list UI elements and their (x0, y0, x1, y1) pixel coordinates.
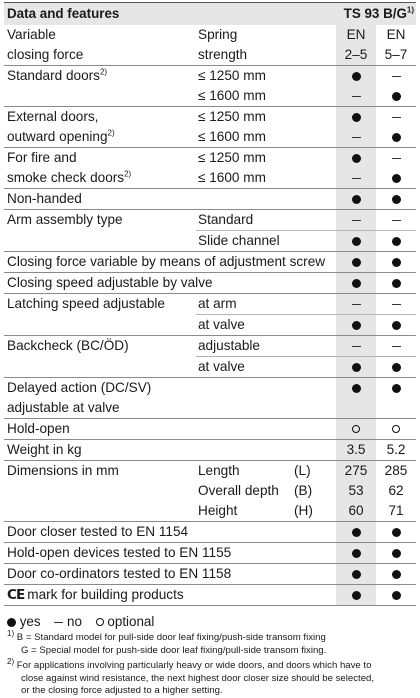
data-sheet (4, 0, 416, 698)
value-en-2-5 (336, 336, 376, 357)
value-en-5-7 (376, 210, 416, 231)
row-sub-label: Length (196, 461, 292, 482)
filled-circle-icon (352, 321, 361, 330)
table-row (4, 210, 416, 231)
value-en-5-7 (376, 564, 416, 585)
row-label (4, 501, 196, 522)
column-head-label-2: closing force (4, 45, 196, 66)
value-en-2-5 (336, 585, 376, 606)
table-title: Data and features (4, 3, 336, 26)
value-en-5-7 (376, 419, 416, 440)
dash-icon (392, 117, 401, 118)
row-sub-label (196, 419, 292, 440)
dash-icon (392, 304, 401, 305)
value-en-2-5: 60 (336, 501, 376, 522)
legend-optional: optional (96, 614, 155, 629)
table-row (4, 522, 416, 543)
row-unit (292, 168, 336, 189)
value-en-5-7 (376, 252, 416, 273)
row-sub-label: Slide channel (196, 231, 292, 252)
row-sub-label: ≤ 1250 mm (196, 66, 292, 87)
filled-circle-icon (392, 237, 401, 246)
row-unit: (L) (292, 461, 336, 482)
value-en-5-7 (376, 66, 416, 87)
table-header (4, 3, 416, 26)
row-label (4, 481, 196, 501)
value-en-2-5 (336, 210, 376, 231)
filled-circle-icon (352, 195, 361, 204)
features-table (4, 2, 416, 606)
row-sub-label: ≤ 1250 mm (196, 148, 292, 169)
value-en-2-5 (336, 315, 376, 336)
filled-circle-icon (392, 384, 401, 393)
row-sub-label: adjustable (196, 336, 292, 357)
row-unit (292, 357, 336, 378)
row-label (4, 357, 196, 378)
table-row (4, 564, 416, 585)
row-label: adjustable at valve (4, 398, 196, 419)
row-unit (292, 336, 336, 357)
value-en-2-5 (336, 231, 376, 252)
filled-circle-icon (7, 618, 16, 627)
row-label: smoke check doors$^{2)}$ (4, 168, 196, 189)
value-en-2-5 (336, 294, 376, 315)
row-label: External doors, (4, 107, 196, 128)
row-label: Hold-open devices tested to EN 1155 (4, 543, 336, 564)
value-en-2-5 (336, 168, 376, 189)
value-en-2-5 (336, 189, 376, 210)
filled-circle-icon (352, 237, 361, 246)
row-unit (292, 107, 336, 128)
filled-circle-icon (392, 363, 401, 372)
column-head-range-low: 2–5 (336, 45, 376, 66)
row-sub-label: Standard (196, 210, 292, 231)
table-row (4, 273, 416, 294)
filled-circle-icon (352, 384, 361, 393)
value-en-5-7 (376, 543, 416, 564)
filled-circle-icon (392, 92, 401, 101)
table-row (4, 543, 416, 564)
value-en-5-7 (376, 168, 416, 189)
table-row (4, 501, 416, 522)
filled-circle-icon (352, 528, 361, 537)
row-unit (292, 231, 336, 252)
dash-icon (392, 76, 401, 77)
dash-icon (54, 622, 63, 623)
row-sub-label (196, 440, 292, 461)
row-sub-label (196, 189, 292, 210)
value-en-2-5 (336, 107, 376, 128)
value-en-2-5 (336, 398, 376, 419)
table-row (4, 461, 416, 482)
row-unit (292, 148, 336, 169)
filled-circle-icon (392, 133, 401, 142)
row-label (4, 231, 196, 252)
column-head-row-2 (4, 45, 416, 66)
value-en-2-5 (336, 273, 376, 294)
row-unit (292, 315, 336, 336)
row-label: Backcheck (BC/ÖD) (4, 336, 196, 357)
value-en-5-7 (376, 273, 416, 294)
row-label: Non-handed (4, 189, 196, 210)
table-row (4, 252, 416, 273)
value-en-2-5 (336, 564, 376, 585)
table-row (4, 107, 416, 128)
dash-icon (352, 304, 361, 305)
filled-circle-icon (352, 570, 361, 579)
table-row (4, 336, 416, 357)
table-row (4, 481, 416, 501)
table-row (4, 315, 416, 336)
value-en-5-7 (376, 585, 416, 606)
open-circle-icon (352, 425, 360, 433)
dash-icon (352, 137, 361, 138)
filled-circle-icon (352, 363, 361, 372)
column-head-row (4, 25, 416, 45)
row-unit (292, 189, 336, 210)
value-en-5-7 (376, 357, 416, 378)
legend (4, 614, 416, 629)
row-label: Delayed action (DC/SV) (4, 378, 196, 399)
column-head-sub: Spring (198, 27, 238, 42)
value-en-2-5 (336, 127, 376, 148)
features-table-body (4, 3, 416, 606)
model-name: TS 93 $B/G^{1)}$ (336, 3, 416, 26)
value-en-5-7 (376, 294, 416, 315)
row-label (4, 86, 196, 107)
value-en-5-7 (376, 189, 416, 210)
value-en-2-5: 3.5 (336, 440, 376, 461)
value-en-5-7: 285 (376, 461, 416, 482)
value-en-5-7 (376, 231, 416, 252)
dash-icon (392, 220, 401, 221)
open-circle-icon (392, 425, 400, 433)
row-unit: (B) (294, 483, 313, 498)
row-label: Closing force variable by means of adjustment screw (4, 252, 336, 273)
value-en-5-7 (376, 148, 416, 169)
row-sub-label: at valve (196, 357, 292, 378)
value-en-2-5 (336, 148, 376, 169)
filled-circle-icon (352, 279, 361, 288)
filled-circle-icon (352, 113, 361, 122)
table-row (4, 419, 416, 440)
row-label: Weight in kg (4, 440, 196, 461)
row-label: outward opening$^{2)}$ (4, 127, 196, 148)
legend-yes: yes (7, 614, 41, 629)
row-sub-label: ≤ 1600 mm (196, 127, 292, 148)
row-sub-label: Overall depth (198, 483, 279, 498)
value-en-5-7 (376, 378, 416, 399)
legend-no: no (54, 614, 82, 629)
dash-icon (392, 158, 401, 159)
table-row (4, 357, 416, 378)
row-unit: (H) (292, 501, 336, 522)
table-row (4, 189, 416, 210)
footnote-1: $^{1)}$ B = Standard model for pull-side door leaf fixing/push-side transom fixing G = Special model for push-side door leaf fixing/pull-side transom fixing. (7, 628, 327, 656)
row-label: For fire and (4, 148, 196, 169)
table-row (4, 86, 416, 107)
filled-circle-icon (352, 154, 361, 163)
dash-icon (352, 178, 361, 179)
filled-circle-icon (392, 528, 401, 537)
value-en-2-5 (336, 66, 376, 87)
value-en-2-5 (336, 543, 376, 564)
value-en-5-7: 5.2 (376, 440, 416, 461)
value-en-5-7 (376, 315, 416, 336)
column-head-label: Variable (7, 27, 56, 42)
row-sub-label (196, 398, 292, 419)
value-en-5-7: 62 (388, 483, 404, 498)
column-head-sub-2: strength (196, 45, 292, 66)
row-sub-label (196, 378, 292, 399)
value-en-2-5: 275 (336, 461, 376, 482)
value-en-5-7 (376, 398, 416, 419)
value-en-2-5 (336, 522, 376, 543)
value-en-2-5 (336, 252, 376, 273)
table-row (4, 294, 416, 315)
row-unit (292, 210, 336, 231)
row-label: Door closer tested to EN 1154 (4, 522, 336, 543)
filled-circle-icon (392, 570, 401, 579)
row-sub-label: at valve (196, 315, 292, 336)
row-sub-label: ≤ 1250 mm (196, 107, 292, 128)
dash-icon (352, 220, 361, 221)
row-unit (292, 127, 336, 148)
value-en-5-7: 71 (376, 501, 416, 522)
dash-icon (352, 96, 361, 97)
filled-circle-icon (392, 195, 401, 204)
value-en-5-7 (376, 336, 416, 357)
value-en-2-5 (336, 86, 376, 107)
table-row (4, 148, 416, 169)
value-en-2-5: 53 (336, 481, 376, 501)
value-en-2-5 (336, 378, 376, 399)
row-unit (292, 440, 336, 461)
row-unit (292, 378, 336, 399)
row-label: Arm assembly type (4, 210, 196, 231)
open-circle-icon (96, 618, 104, 626)
filled-circle-icon (392, 321, 401, 330)
value-en-5-7 (376, 127, 416, 148)
table-row (4, 378, 416, 399)
column-head-en-low: EN (336, 25, 376, 45)
table-row (4, 231, 416, 252)
table-row (4, 127, 416, 148)
filled-circle-icon (392, 258, 401, 267)
filled-circle-icon (352, 258, 361, 267)
dash-icon (352, 346, 361, 347)
row-sub-label: at arm (196, 294, 292, 315)
filled-circle-icon (392, 549, 401, 558)
row-label: Door co-ordinators tested to EN 1158 (4, 564, 336, 585)
column-head-range-high: 5–7 (376, 45, 416, 66)
table-row (4, 66, 416, 87)
filled-circle-icon (392, 279, 401, 288)
filled-circle-icon (352, 591, 361, 600)
row-label: Dimensions in mm (4, 461, 196, 482)
value-en-5-7 (376, 86, 416, 107)
row-unit (292, 66, 336, 87)
footnote-2: $^{2)}$ For applications involving particularly heavy or wide doors, and doors which have to close against wind resistance, the next highest door closer size should be selected, or the closing force adjusted to a higher setting. (7, 656, 375, 696)
row-sub-label: ≤ 1600 mm (196, 168, 292, 189)
column-head-en-high: EN (386, 27, 406, 42)
filled-circle-icon (392, 174, 401, 183)
filled-circle-icon (352, 72, 361, 81)
row-label (4, 315, 196, 336)
value-en-5-7 (376, 522, 416, 543)
row-unit (292, 398, 336, 419)
row-sub-label: Height (196, 501, 292, 522)
table-row (4, 440, 416, 461)
row-unit (292, 86, 336, 107)
value-en-2-5 (336, 419, 376, 440)
ce-mark-icon: CE (7, 587, 25, 603)
row-unit (292, 294, 336, 315)
filled-circle-icon (352, 549, 361, 558)
value-en-2-5 (336, 357, 376, 378)
row-label: Closing speed adjustable by valve (4, 273, 336, 294)
row-sub-label: ≤ 1600 mm (196, 86, 292, 107)
table-row (4, 398, 416, 419)
dash-icon (392, 346, 401, 347)
table-row (4, 585, 416, 606)
filled-circle-icon (392, 591, 401, 600)
row-label: Hold-open (4, 419, 196, 440)
row-unit (292, 419, 336, 440)
row-label: CE mark for building products (4, 585, 336, 606)
row-label: Latching speed adjustable (4, 294, 196, 315)
row-label: Standard doors$^{2)}$ (4, 66, 196, 87)
value-en-5-7 (376, 107, 416, 128)
table-row (4, 168, 416, 189)
